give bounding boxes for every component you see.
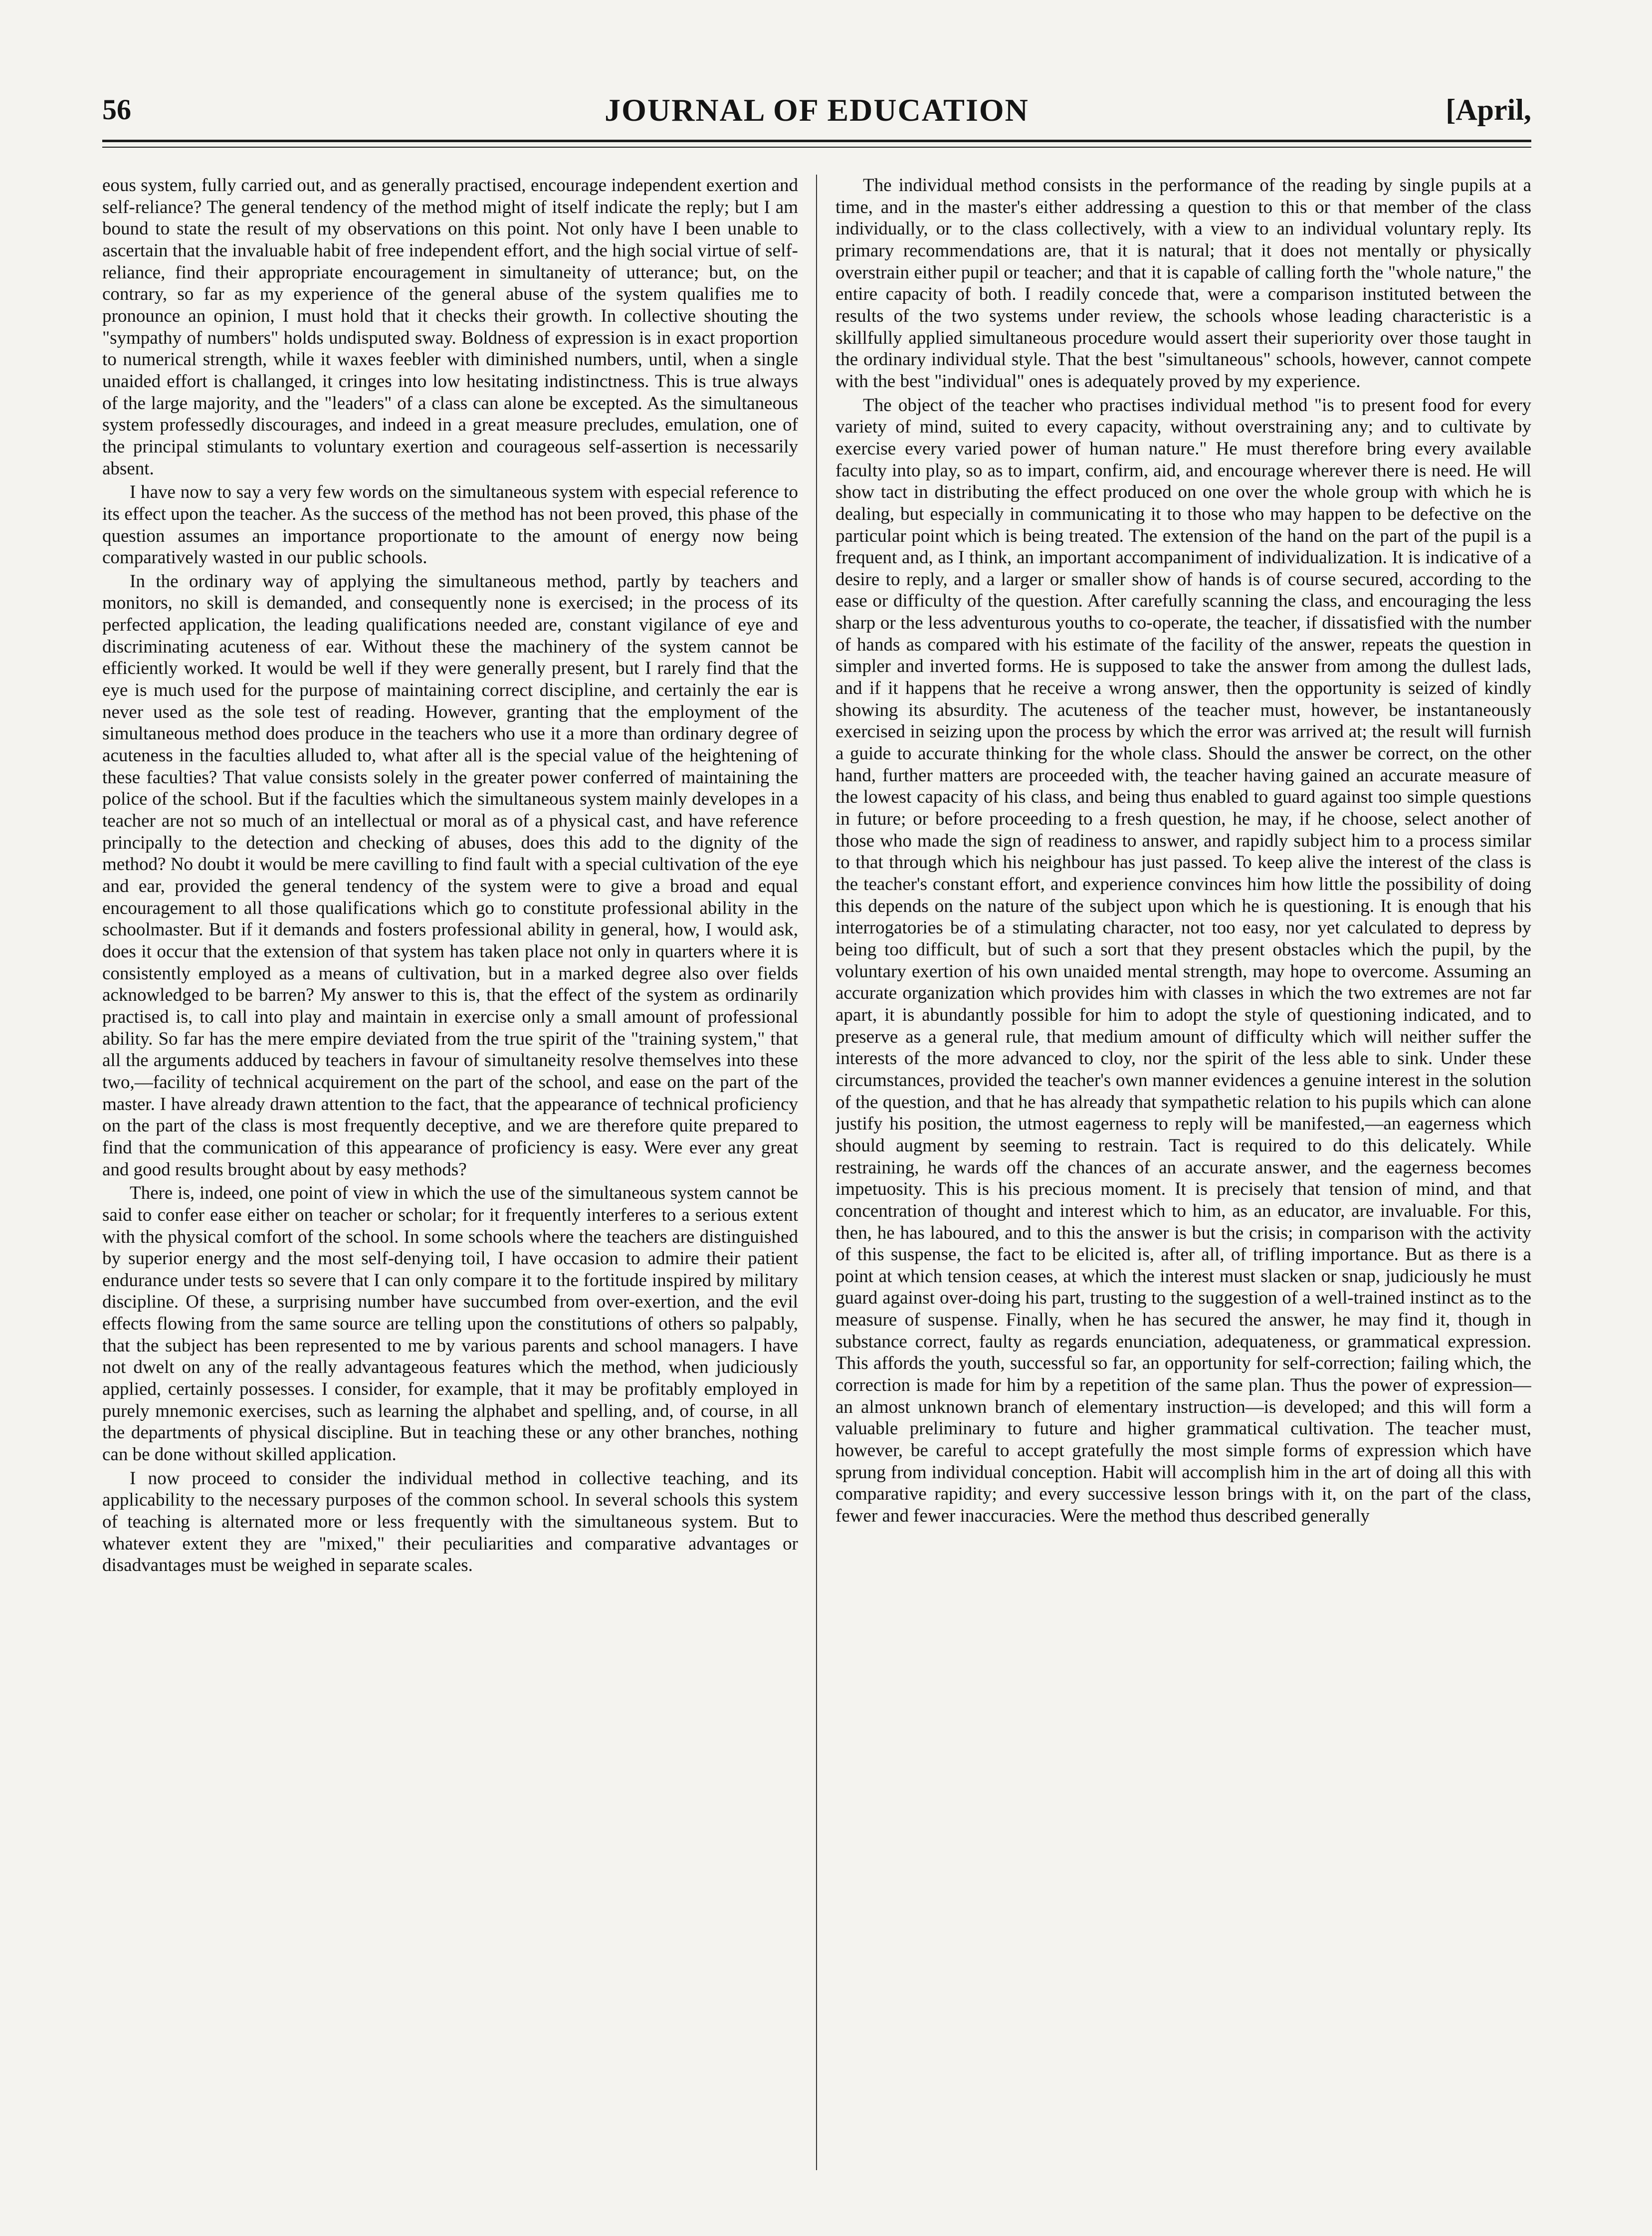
paragraph: The individual method consists in the performance of the reading by single pupils at a time, and in the master's either addressing a question to this or that member of the class individually, or to the class collectively, with a view to an individual voluntary reply. Its primary recommendations are, that it is natural; that it does not mentally or physically overstrain either pupil or teacher; and that it is capable of calling forth the "whole nature," the entire capacity of both. I readily concede that, were a comparison instituted between the results of the two systems under review, the schools whose leading characteristic is a skillfully applied simultaneous procedure would assert their superiority over those taught in the ordinary individual style. That the best "simultaneous" schools, however, cannot compete with the best "individual" ones is adequately proved by my experience. bbox=[835, 175, 1531, 392]
paragraph: eous system, fully carried out, and as generally practised, encourage independent exertion and self-reliance? The general tendency of the method might of itself indicate the reply; but I am bound to state the result of my observations on this point. Not only have I been unable to ascertain that the invaluable habit of free independent effort, and the high social virtue of self-reliance, find their appropriate encouragement in simultaneity of utterance; but, on the contrary, so far as my experience of the general abuse of the system qualifies me to pronounce an opinion, I must hold that it checks their growth. In collective shouting the "sympathy of numbers" holds undisputed sway. Boldness of expression is in exact proportion to numerical strength, while it waxes feebler with diminished numbers, until, when a single unaided effort is challanged, it cringes into low hesitating indistinctness. This is true always of the large majority, and the "leaders" of a class can alone be excepted. As the simultaneous system professedly discourages, and indeed in a great measure precludes, emulation, one of the principal stimulants to voluntary exertion and courageous self-assertion is necessarily absent. bbox=[102, 175, 798, 479]
column-divider bbox=[816, 175, 817, 2170]
paragraph: The object of the teacher who practises individual method "is to present food for every variety of mind, suited to every capacity, without overstraining any; and to cultivate by exercise every varied power of human nature." He must therefore bring every available faculty into play, so as to impart, confirm, aid, and encourage wherever there is need. He will show tact in distributing the effect produced on one over the whole group with which he is dealing, but especially in communicating it to those who may happen to be defective on the particular point which is being treated. The extension of the hand on the part of the pupil is a frequent and, as I think, an important accompaniment of individualization. It is indicative of a desire to reply, and a larger or smaller show of hands is of course secured, according to the ease or difficulty of the question. After carefully scanning the class, and encouraging the less sharp or the less adventurous youths to co-operate, the teacher, if dissatisfied with the number of hands as compared with his estimate of the facility of the answer, repeats the question in simpler and inverted forms. He is supposed to take the answer from among the dullest lads, and if it happens that he receive a wrong answer, then the opportunity is seized of kindly showing its absurdity. The acuteness of the teacher must, however, be instantaneously exercised in seizing upon the process by which the error was arrived at; the result will furnish a guide to accurate thinking for the whole class. Should the answer be correct, on the other hand, further matters are proceeded with, the teacher having gained an accurate measure of the lowest capacity of his class, and being thus enabled to guard against too simple questions in future; or before proceeding to a fresh question, he may, if he choose, select another of those who made the sign of readiness to answer, and rapidly subject him to a process similar to that through which his neighbour has just passed. To keep alive the interest of the class is the teacher's constant effort, and experience convinces him how little the possibility of doing this depends on the nature of the subject upon which he is questioning. It is enough that his interrogatories be of a stimulating character, not too easy, nor yet calculated to depress by being too difficult, but of such a sort that they present obstacles which the pupil, by the voluntary exertion of his own unaided mental strength, may hope to overcome. Assuming an accurate organization which provides him with classes in which the two extremes are not far apart, it is abundantly possible for him to adopt the style of questioning indicated, and to preserve as a general rule, that medium amount of difficulty which will neither suffer the interests of the more advanced to cloy, nor the spirit of the less able to sink. Under these circumstances, provided the teacher's own manner evidences a genuine interest in the solution of the question, and that he has already that sympathetic relation to his pupils which can alone justify his position, the utmost eagerness to reply will be manifested,—an eagerness which should augment by seeming to restrain. Tact is required to do this delicately. While restraining, he wards off the chances of an accurate answer, and the eagerness becomes impetuosity. This is his precious moment. It is precisely that tension of mind, and that concentration of thought and interest which to him, as an educator, are invaluable. For this, then, he has laboured, and to this the answer is but the crisis; in comparison with the activity of this suspense, the fact to be elicited is, after all, of trifling importance. But as there is a point at which tension ceases, at which the interest must slacken or snap, judiciously he must guard against over-doing his part, trusting to the suggestion of a well-trained instinct as to the measure of suspense. Finally, when he has secured the answer, he may find it, though in substance correct, faulty as regards enunciation, adequateness, or grammatical expression. This affords the youth, successful so far, an opportunity for self-correction; failing which, the correction is made for him by a repetition of the same plan. Thus the power of expression—an almost unknown branch of elementary instruction—is developed; and this will form a valuable preliminary to future and higher grammatical cultivation. The teacher must, however, be careful to accept gratefully the most simple forms of expression which have sprung from individual conception. Habit will accomplish him in the art of doing all this with comparative rapidity; and every successive lesson brings with it, on the part of the class, fewer and fewer inaccuracies. Were the method thus described generally bbox=[835, 395, 1531, 1527]
left-column bbox=[102, 175, 798, 2190]
paragraph: I have now to say a very few words on the simultaneous system with especial reference to its effect upon the teacher. As the success of the method has not been proved, this phase of the question assumes an importance proportionate to the amount of energy now being comparatively wasted in our public schools. bbox=[102, 482, 798, 568]
page-header bbox=[102, 88, 1531, 133]
running-title: JOURNAL OF EDUCATION bbox=[605, 92, 1029, 128]
header-month: [April, bbox=[1446, 93, 1531, 126]
paragraph: I now proceed to consider the individual method in collective teaching, and its applicability to the necessary purposes of the common school. In several schools this system of teaching is alternated more or less frequently with the simultaneous system. But to whatever extent they are "mixed," their peculiarities and comparative advantages or disadvantages must be weighed in separate scales. bbox=[102, 1468, 798, 1576]
page-number: 56 bbox=[102, 93, 131, 126]
paragraph: In the ordinary way of applying the simultaneous method, partly by teachers and monitors, no skill is demanded, and consequently none is exercised; in the process of its perfected application, the leading qualifications needed are, constant vigilance of eye and discriminating acuteness of ear. Without these the machinery of the system cannot be efficiently worked. It would be well if they were generally present, but I rarely find that the eye is much used for the purpose of maintaining correct discipline, and certainly the ear is never used as the sole test of reading. However, granting that the employment of the simultaneous method does produce in the teachers who use it a more than ordinary degree of acuteness in the faculties alluded to, what after all is the special value of the heightening of these faculties? That value consists solely in the greater power conferred of maintaining the police of the school. But if the faculties which the simultaneous system mainly developes in a teacher are not so much of an intellectual or moral as of a physical cast, and have reference principally to the detection and checking of abuses, does this add to the dignity of the method? No doubt it would be mere cavilling to find fault with a special cultivation of the eye and ear, provided the general tendency of the system were to give a broad and equal encouragement to all those qualifications which go to constitute professional ability in the schoolmaster. But if it demands and fosters professional ability in general, how, I would ask, does it occur that the extension of that system has taken place not only in quarters where it is consistently employed as a means of cultivation, but in a marked degree also over fields acknowledged to be barren? My answer to this is, that the effect of the system as ordinarily practised is, to call into play and maintain in exercise only a small amount of professional ability. So far has the mere empire deviated from the true spirit of the "training system," that all the arguments adduced by teachers in favour of simultaneity resolve themselves into these two,—facility of technical acquirement on the part of the school, and ease on the part of the master. I have already drawn attention to the fact, that the appearance of technical proficiency on the part of the class is most frequently deceptive, and we are therefore quite prepared to find that the communication of this appearance of proficiency is easy. Were ever any great and good results brought about by easy methods? bbox=[102, 571, 798, 1180]
paragraph: There is, indeed, one point of view in which the use of the simultaneous system cannot be said to confer ease either on teacher or scholar; for it frequently interferes to a serious extent with the physical comfort of the school. In some schools where the teachers are distinguished by superior energy and the most self-denying toil, I have occasion to admire their patient endurance under tests so severe that I can only compare it to the fortitude inspired by military discipline. Of these, a surprising number have succumbed from over-exertion, and the evil effects flowing from the same source are telling upon the constitutions of others so palpably, that the subject has been represented to me by various parents and school managers. I have not dwelt on any of the really advantageous features which the method, when judiciously applied, certainly possesses. I consider, for example, that it may be profitably employed in purely mnemonic exercises, such as learning the alphabet and spelling, and, of course, in all the departments of physical discipline. But in teaching these or any other branches, nothing can be done without skilled application. bbox=[102, 1183, 798, 1465]
header-rule-thin bbox=[102, 147, 1531, 148]
right-column bbox=[835, 175, 1531, 2190]
header-rule-thick bbox=[102, 140, 1531, 142]
